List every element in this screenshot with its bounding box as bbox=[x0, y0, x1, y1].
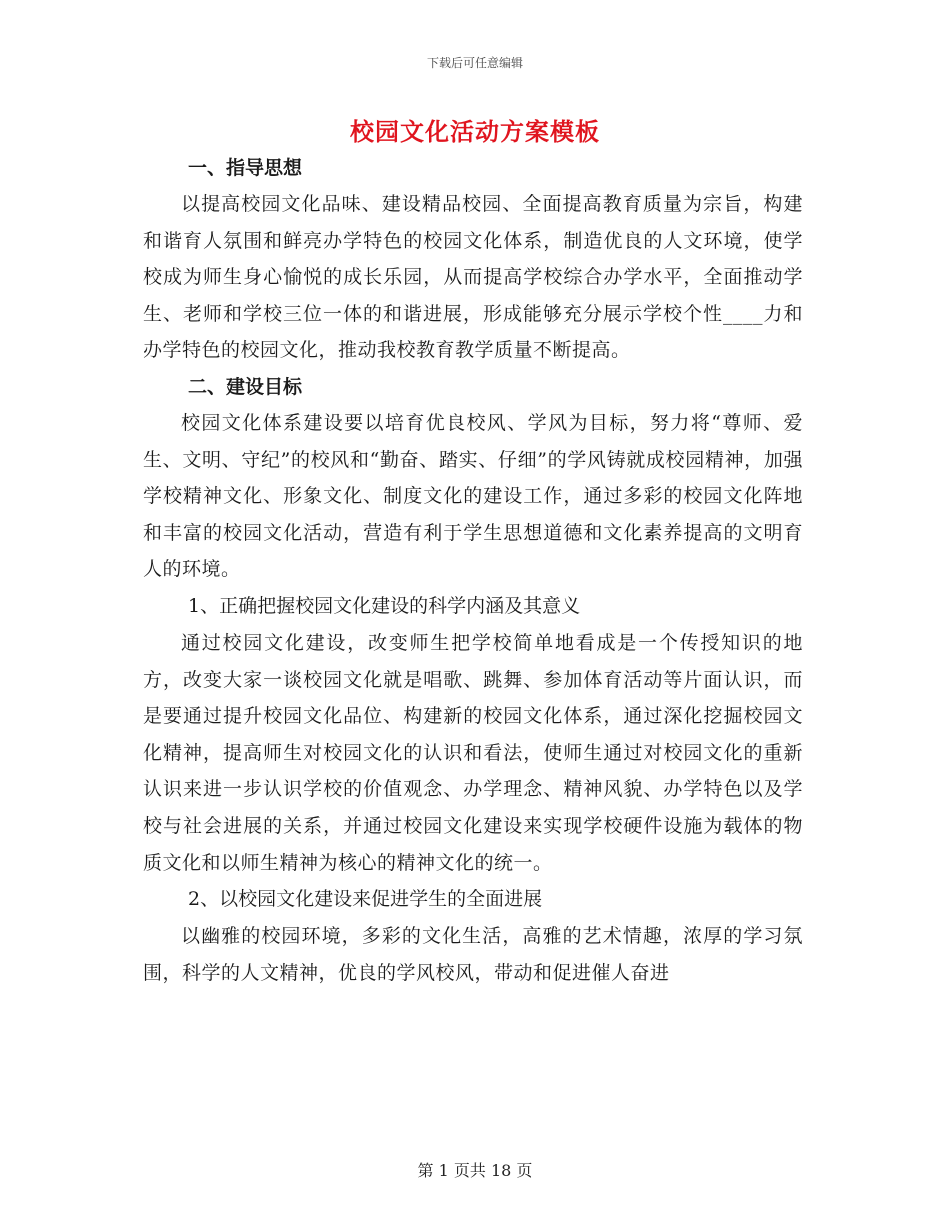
subsection-heading-2: 2、以校园文化建设来促进学生的全面进展 bbox=[188, 888, 543, 911]
subsection-heading-1: 1、正确把握校园文化建设的科学内涵及其意义 bbox=[188, 594, 581, 617]
document-title: 校园文化活动方案模板 bbox=[350, 117, 600, 146]
section-heading-goals: 二、建设目标 bbox=[188, 375, 303, 398]
page-header-note: 下载后可任意编辑 bbox=[426, 56, 523, 70]
page-number: 第 1 页共 18 页 bbox=[417, 1161, 533, 1180]
subsection-paragraph-2: 以幽雅的校园环境，多彩的文化生活，高雅的艺术情趣，浓厚的学习氛围，科学的人文精神，优良的学风校风，带动和促进催人奋进 bbox=[143, 925, 803, 984]
document-body bbox=[143, 150, 803, 991]
section-paragraph-guiding-thought: 以提高校园文化品味、建设精品校园、全面提高教育质量为宗旨，构建和谐育人氛围和鲜亮办学特色的校园文化体系，制造优良的人文环境，使学校成为师生身心愉悦的成长乐园，从而提高学校综合办学水平，全面推动学生、老师和学校三位一体的和谐进展，形成能够充分展示学校个性____力和办学特色的校园文化，推动我校教育教学质量不断提高。 bbox=[143, 193, 803, 362]
subsection-paragraph-1: 通过校园文化建设，改变师生把学校简单地看成是一个传授知识的地方，改变大家一谈校园文化就是唱歌、跳舞、参加体育活动等片面认识，而是要通过提升校园文化品位、构建新的校园文化体系，通过深化挖掘校园文化精神，提高师生对校园文化的认识和看法，使师生通过对校园文化的重新认识来进一步认识学校的价值观念、办学理念、精神风貌、办学特色以及学校与社会进展的关系，并通过校园文化建设来实现学校硬件设施为载体的物质文化和以师生精神为核心的精神文化的统一。 bbox=[143, 631, 803, 874]
section-heading-guiding-thought: 一、指导思想 bbox=[188, 157, 303, 179]
section-paragraph-goals: 校园文化体系建设要以培育优良校风、学风为目标，努力将“尊师、爱生、文明、守纪”的校风和“勤奋、踏实、仔细”的学风铸就成校园精神，加强学校精神文化、形象文化、制度文化的建设工作，通过多彩的校园文化阵地和丰富的校园文化活动，营造有利于学生思想道德和文化素养提高的文明育人的环境。 bbox=[143, 411, 803, 581]
